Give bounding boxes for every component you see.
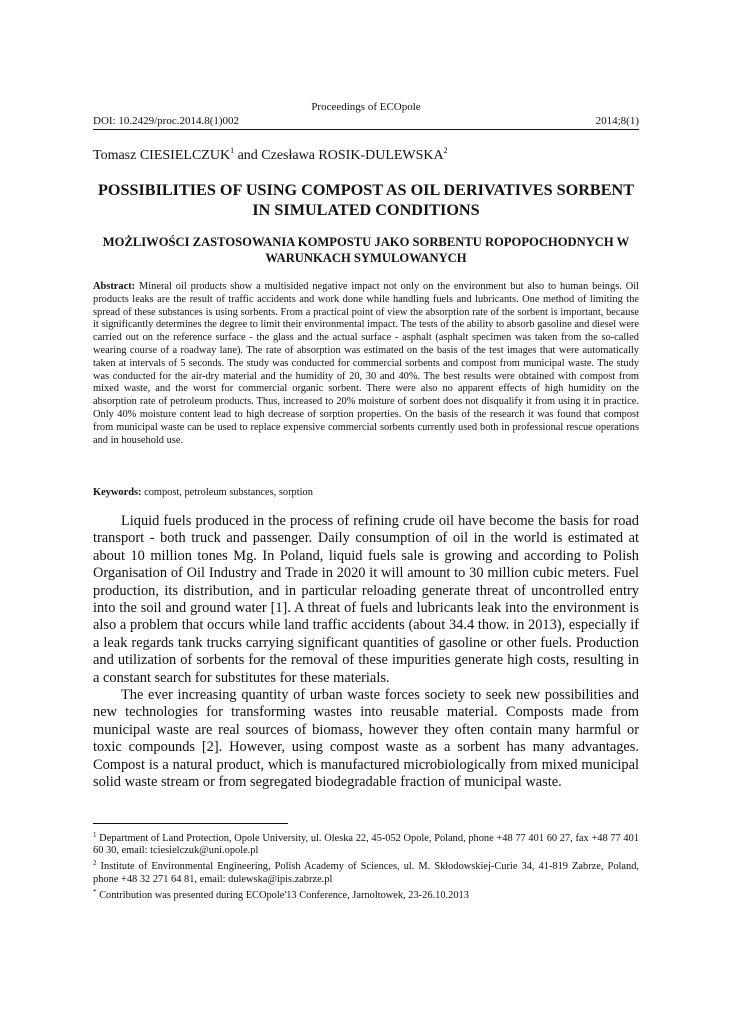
keywords-label: Keywords: [93,487,142,498]
body-text [93,513,639,792]
author-1: Tomasz CIESIELCZUK [93,148,231,163]
paper-title-polish: MOŻLIWOŚCI ZASTOSOWANIA KOMPOSTU JAKO SORBENTU ROPOPOCHODNYCH W WARUNKACH SYMULOWANYCH [102,235,630,265]
footnote-2-text: Institute of Environmental Engineering, Polish Academy of Sciences, ul. M. Skłodowskiej-Curie 34, 41-819 Zabrze, Poland, phone +48 32 271 64 81, email: dulewska@ipis.zabrze.pl [93,861,639,885]
abstract-label: Abstract: [93,281,136,292]
running-head: Proceedings of ECOpole [311,101,421,113]
keywords [93,487,313,498]
authors [93,146,448,164]
footnote-1-mark: 1 [93,831,97,839]
keywords-text: compost, petroleum substances, sorption [141,487,313,498]
author-2: Czesława ROSIK-DULEWSKA [261,148,444,163]
paragraph-2: The ever increasing quantity of urban waste forces society to seek new possibilities and new technologies for transforming wastes into reusable material. Composts made from municipal waste are real sources of biomass, however they often contain many harmful or toxic compounds [2]. However, using compost waste as a sorbent has many advantages. Compost is a natural product, which is manufactured microbiologically from mixed municipal solid waste stream or from segregated biodegradable fraction of municipal waste. [93,687,639,791]
paper-title: POSSIBILITIES OF USING COMPOST AS OIL DERIVATIVES SORBENT IN SIMULATED CONDITIONS [97,181,634,219]
footnote-1 [93,829,639,857]
author-connector: and [234,148,262,163]
doi-line [93,115,639,130]
footnote-3 [93,886,639,902]
footnote-1-text: Department of Land Protection, Opole University, ul. Oleska 22, 45-052 Opole, Poland, phone +48 77 401 60 27, fax +48 77 401 60 30, email: tciesielczuk@uni.opole.pl [93,833,639,857]
paragraph-1: Liquid fuels produced in the process of refining crude oil have become the basis for road transport - both truck and passenger. Daily consumption of oil in the world is estimated at about 10 million tones Mg. In Poland, liquid fuels sale is growing and according to Polish Organisation of Oil Industry and Trade in 2020 it will amount to 30 million cubic meters. Fuel production, its distribution, and in particular reloading generate threat of uncontrolled entry into the soil and ground water [1]. A threat of fuels and lubricants leak into the environment is also a problem that occurs while land traffic accidents (about 34.4 thow. in 2013), especially if a leak regards tank trucks carrying significant quantities of gasoline or other fuels. Production and utilization of sorbents for the removal of these impurities generate high costs, resulting in a constant search for substitutes for these materials. [93,513,639,686]
abstract-text: Mineral oil products show a multisided negative impact not only on the environment but also to human beings. Oil products leaks are the result of traffic accidents and work done while handling fuels and lubricants. One method of limiting the spread of these substances is using sorbents. From a practical point of view the absorption rate of the sorbent is important, because it significantly determines the degree to limit their environmental impact. The tests of the ability to absorb gasoline and diesel were carried out on the reference surface - the glass and the actual surface - asphalt (asphalt specimen was taken from the so-called wearing course of a roadway lane). The rate of absorption was estimated on the basis of the test images that were automatically taken at intervals of 5 seconds. The study was conducted for commercial sorbents and compost from municipal waste. The study was conducted for the air-dry material and the humidity of 20, 30 and 40%. The best results were obtained with compost from mixed waste, and the worst for commercial organic sorbent. There were also no apparent effects of high humidity on the absorption rate of petroleum products. Thus, increased to 20% moisture of sorbent does not disqualify it from using it in practice. Only 40% moisture content lead to high decrease of sorption properties. On the basis of the research it was found that compost from municipal waste can be used to replace expensive commercial sorbents currently used both in professional rescue operations and in household use. [93,281,639,446]
footnote-2-mark: 2 [93,859,97,868]
footnote-separator [93,823,288,824]
volume: 2014;8(1) [595,115,639,127]
doi: DOI: 10.2429/proc.2014.8(1)002 [93,115,240,127]
footnote-3-text: Contribution was presented during ECOpole'13 Conference, Jarnoltowek, 23-26.10.2013 [96,889,469,901]
author-2-affiliation-mark: 2 [443,146,448,155]
footnote-2 [93,857,639,885]
footnote-3-mark: * [93,887,97,896]
footnotes [93,829,639,902]
abstract [93,281,639,447]
author-1-affiliation-mark: 1 [230,146,235,155]
